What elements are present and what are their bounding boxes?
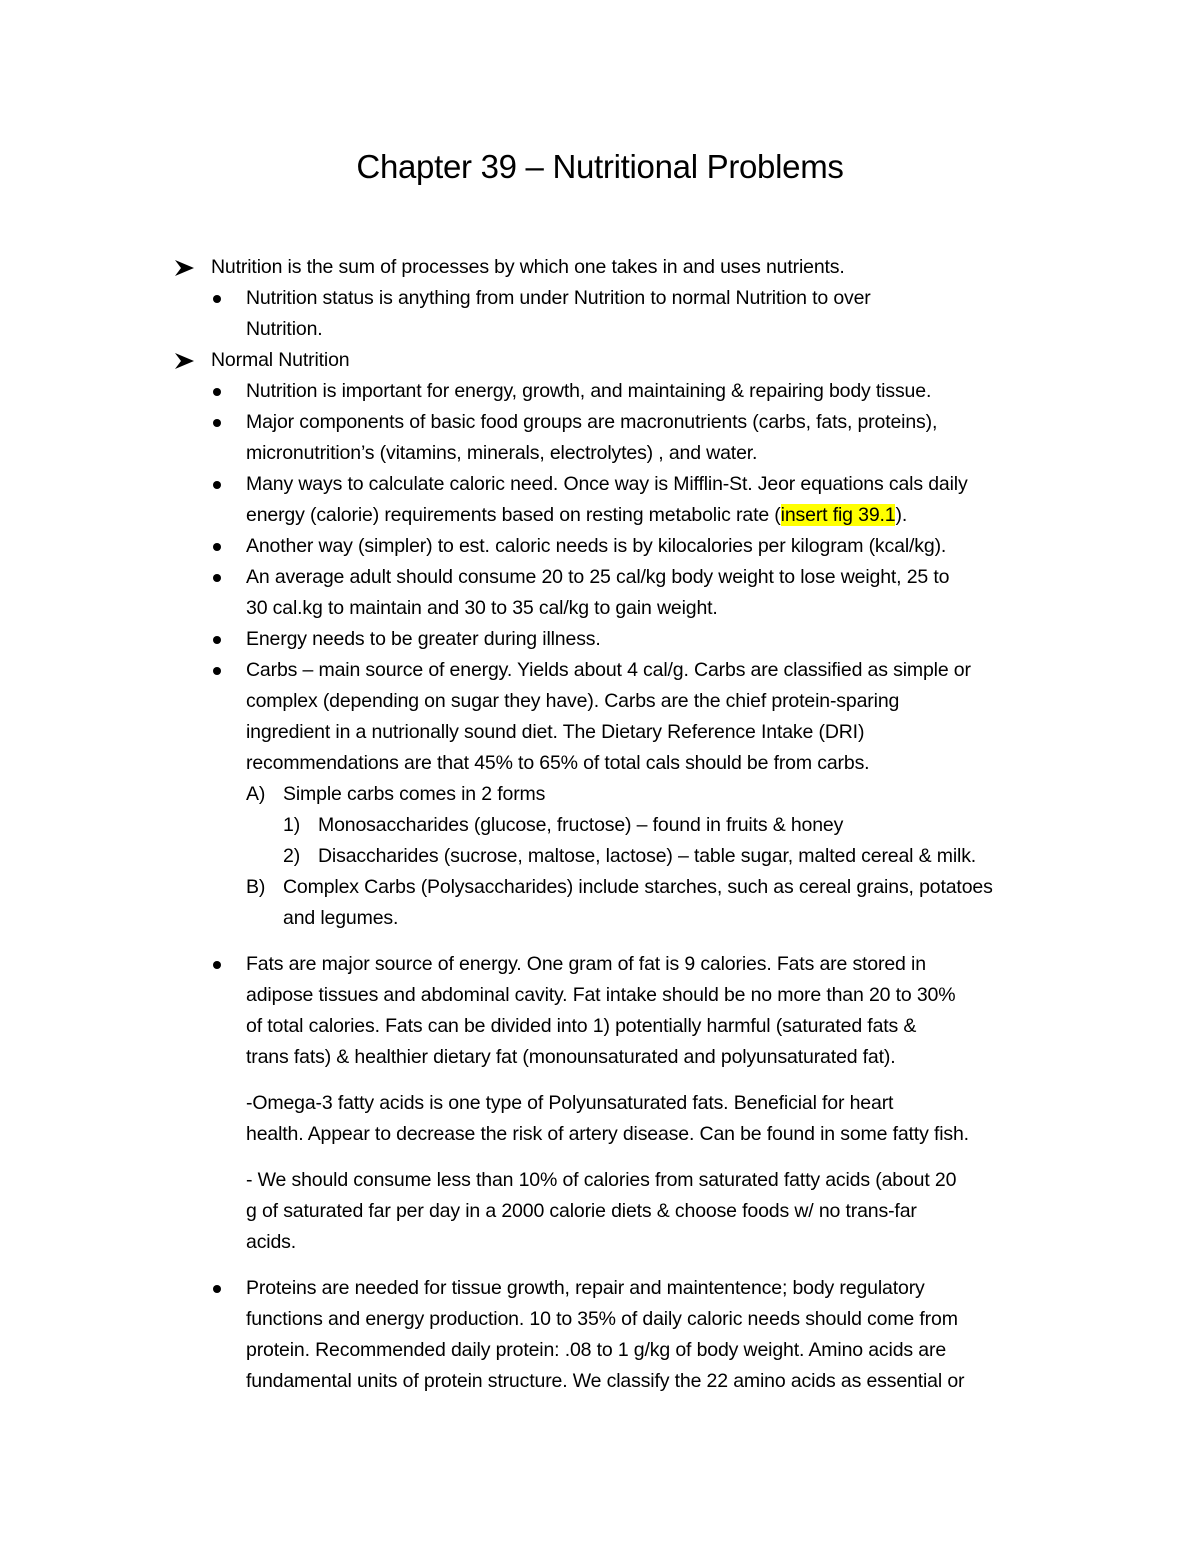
round-bullet-icon: [213, 295, 221, 303]
numbered-item: [0, 841, 1200, 872]
bullet-item: [0, 624, 1200, 655]
bullet-item: [0, 469, 1200, 500]
line-text: Fats are major source of energy. One gram of fat is 9 calories. Fats are stored in: [246, 953, 926, 975]
continuation-line: [0, 1335, 1200, 1366]
continuation-line: [0, 500, 1200, 531]
continuation-line: [0, 1088, 1200, 1119]
line-text: and legumes.: [283, 907, 399, 929]
round-bullet-icon: [213, 388, 221, 396]
continuation-line: [0, 1366, 1200, 1397]
line-text: Energy needs to be greater during illness.: [246, 628, 601, 650]
numbered-item: [0, 810, 1200, 841]
bullet-item: [0, 376, 1200, 407]
highlighted-text: insert fig 39.1: [780, 504, 896, 526]
list-label: 1): [283, 814, 301, 836]
line-text: Simple carbs comes in 2 forms: [283, 783, 546, 805]
bullet-item: [0, 407, 1200, 438]
round-bullet-icon: [213, 419, 221, 427]
bullet-item: [0, 1273, 1200, 1304]
lettered-item-continuation: [0, 903, 1200, 934]
line-text-end: ).: [895, 504, 908, 526]
line-text: functions and energy production. 10 to 35% of daily caloric needs should come from: [246, 1308, 958, 1330]
arrow-bullet-item: [0, 345, 1200, 376]
line-text: An average adult should consume 20 to 25 cal/kg body weight to lose weight, 25 to: [246, 566, 950, 588]
line-text: complex (depending on sugar they have). Carbs are the chief protein-sparing: [246, 690, 900, 712]
round-bullet-icon: [213, 636, 221, 644]
line-text: Normal Nutrition: [211, 349, 350, 371]
continuation-line: [0, 438, 1200, 469]
list-label: 2): [283, 845, 301, 867]
line-text: Monosaccharides (glucose, fructose) – found in fruits & honey: [318, 814, 844, 836]
continuation-line: [0, 748, 1200, 779]
continuation-line: [0, 717, 1200, 748]
line-text: Carbs – main source of energy. Yields about 4 cal/g. Carbs are classified as simple or: [246, 659, 971, 681]
bullet-item: [0, 562, 1200, 593]
round-bullet-icon: [213, 1285, 221, 1293]
line-text: energy (calorie) requirements based on resting metabolic rate (: [246, 504, 781, 526]
line-text: g of saturated far per day in a 2000 calorie diets & choose foods w/ no trans-far: [246, 1200, 917, 1222]
line-text: acids.: [246, 1231, 297, 1253]
round-bullet-icon: [213, 667, 221, 675]
line-text: Many ways to calculate caloric need. Once way is Mifflin-St. Jeor equations cals daily: [246, 473, 968, 495]
list-label: B): [246, 876, 266, 898]
lettered-item: [0, 779, 1200, 810]
continuation-line: [0, 1042, 1200, 1073]
continuation-line: [0, 314, 1200, 345]
bullet-item: [0, 531, 1200, 562]
arrow-bullet-item: [0, 252, 1200, 283]
line-text: recommendations are that 45% to 65% of total cals should be from carbs.: [246, 752, 870, 774]
line-text: Nutrition.: [246, 318, 323, 340]
continuation-line: [0, 1196, 1200, 1227]
line-text: health. Appear to decrease the risk of artery disease. Can be found in some fatty fish.: [246, 1123, 969, 1145]
line-text: trans fats) & healthier dietary fat (monounsaturated and polyunsaturated fat).: [246, 1046, 896, 1068]
bullet-item: [0, 655, 1200, 686]
round-bullet-icon: [213, 481, 221, 489]
continuation-line: [0, 1011, 1200, 1042]
continuation-line: [0, 1227, 1200, 1258]
line-text: Nutrition is important for energy, growth, and maintaining & repairing body tissue.: [246, 380, 932, 402]
line-text: Nutrition status is anything from under Nutrition to normal Nutrition to over: [246, 287, 871, 309]
line-text: micronutrition’s (vitamins, minerals, electrolytes) , and water.: [246, 442, 758, 464]
page-title: Chapter 39 – Nutritional Problems: [356, 148, 844, 185]
continuation-line: [0, 1304, 1200, 1335]
continuation-line: [0, 593, 1200, 624]
line-text: Major components of basic food groups are macronutrients (carbs, fats, proteins),: [246, 411, 938, 433]
line-text: -Omega-3 fatty acids is one type of Polyunsaturated fats. Beneficial for heart: [246, 1092, 894, 1114]
line-text: protein. Recommended daily protein: .08 to 1 g/kg of body weight. Amino acids are: [246, 1339, 947, 1361]
round-bullet-icon: [213, 543, 221, 551]
continuation-line: [0, 980, 1200, 1011]
line-text: Disaccharides (sucrose, maltose, lactose) – table sugar, malted cereal & milk.: [318, 845, 977, 867]
line-text: adipose tissues and abdominal cavity. Fat intake should be no more than 20 to 30%: [246, 984, 956, 1006]
arrowhead-bullet-icon: [174, 345, 198, 376]
line-text: Complex Carbs (Polysaccharides) include starches, such as cereal grains, potatoes: [283, 876, 993, 898]
list-label: A): [246, 783, 266, 805]
continuation-line: [0, 1165, 1200, 1196]
arrowhead-bullet-icon: [174, 252, 198, 283]
line-text: Proteins are needed for tissue growth, repair and maintentence; body regulatory: [246, 1277, 925, 1299]
line-text: fundamental units of protein structure. We classify the 22 amino acids as essential or: [246, 1370, 965, 1392]
continuation-line: [0, 686, 1200, 717]
bullet-item: [0, 949, 1200, 980]
continuation-line: [0, 1119, 1200, 1150]
line-text: ingredient in a nutrionally sound diet. The Dietary Reference Intake (DRI): [246, 721, 865, 743]
line-text: of total calories. Fats can be divided into 1) potentially harmful (saturated fats &: [246, 1015, 917, 1037]
line-text: Another way (simpler) to est. caloric needs is by kilocalories per kilogram (kcal/kg).: [246, 535, 947, 557]
line-text: - We should consume less than 10% of calories from saturated fatty acids (about 20: [246, 1169, 957, 1191]
round-bullet-icon: [213, 961, 221, 969]
bullet-item: [0, 283, 1200, 314]
line-text: 30 cal.kg to maintain and 30 to 35 cal/kg to gain weight.: [246, 597, 718, 619]
lettered-item: [0, 872, 1200, 903]
round-bullet-icon: [213, 574, 221, 582]
document-body: [0, 252, 1200, 1397]
line-text: Nutrition is the sum of processes by which one takes in and uses nutrients.: [211, 256, 845, 278]
